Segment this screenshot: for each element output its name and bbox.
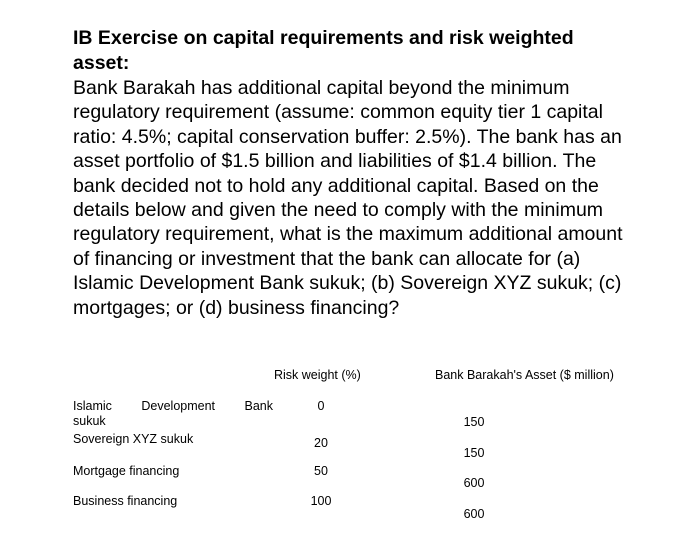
asset-value: 600 xyxy=(463,507,485,521)
risk-weight-value: 100 xyxy=(310,494,332,508)
row-label-business-financing: Business financing xyxy=(73,494,178,508)
risk-weight-value: 50 xyxy=(314,464,328,478)
label-word: Islamic xyxy=(73,399,112,413)
asset-risk-table xyxy=(73,368,633,538)
label-word: Bank xyxy=(244,399,273,413)
row-label-line-1 xyxy=(73,399,273,414)
exercise-document xyxy=(73,26,633,320)
row-label-mortgage-financing: Mortgage financing xyxy=(73,464,180,478)
label-word: Development xyxy=(141,399,216,413)
risk-weight-value: 20 xyxy=(314,436,328,450)
row-label-islamic-development-bank-sukuk xyxy=(73,399,273,429)
asset-value: 600 xyxy=(463,476,485,490)
row-label-sovereign-xyz-sukuk: Sovereign XYZ sukuk xyxy=(73,432,194,446)
asset-value: 150 xyxy=(463,415,485,429)
asset-header: Bank Barakah's Asset ($ million) xyxy=(435,368,614,382)
exercise-title: IB Exercise on capital requirements and risk weighted asset: xyxy=(73,27,574,74)
risk-weight-value: 0 xyxy=(317,399,325,413)
asset-value: 150 xyxy=(463,446,485,460)
risk-weight-header: Risk weight (%) xyxy=(274,368,361,382)
exercise-paragraph: Bank Barakah has additional capital beyond the minimum regulatory requirement (assume: common equity tier 1 capital ratio: 4.5%; capital conservation buffer: 2.5%). The bank has an asset portfolio of $1.5 billion and liabilities of $1.4 billion. The bank decided not to hold any additional capital. Based on the details below and given the need to comply with the minimum regulatory requirement, what is the maximum additional amount of financing or investment that the bank can allocate for (a) Islamic Development Bank sukuk; (b) Sovereign XYZ sukuk; (c) mortgages; or (d) business financing? xyxy=(73,77,623,319)
row-label-line-2: sukuk xyxy=(73,414,106,428)
